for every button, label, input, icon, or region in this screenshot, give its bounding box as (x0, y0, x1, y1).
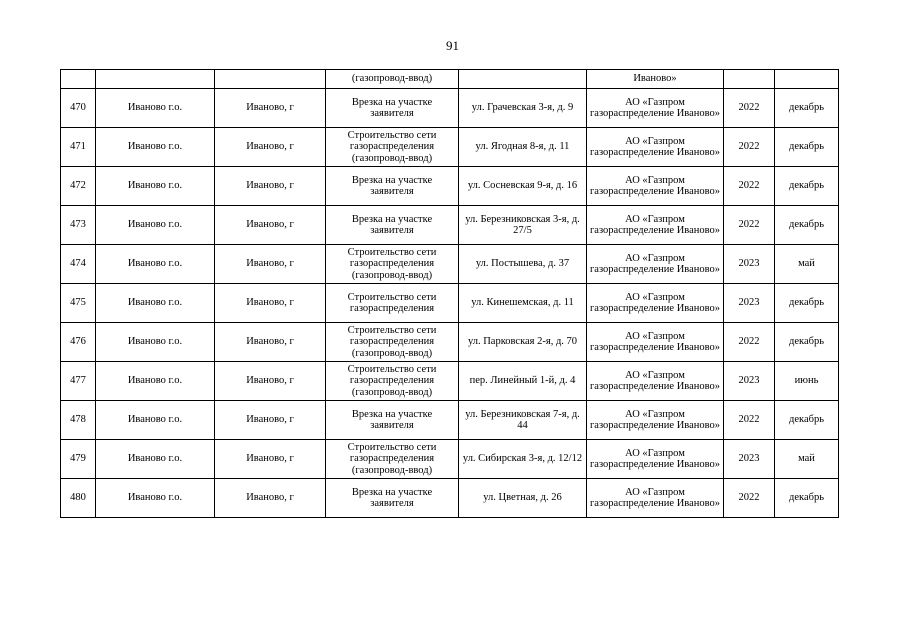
address-cell: ул. Сибирская 3-я, д. 12/12 (459, 440, 587, 479)
address-cell (459, 70, 587, 89)
table-row (61, 479, 839, 518)
settlement-cell: Иваново, г (215, 89, 326, 128)
row-number-cell: 470 (61, 89, 96, 128)
organization-cell: АО «Газпром газораспределение Иваново» (587, 401, 724, 440)
row-number-cell (61, 70, 96, 89)
row-number-cell: 471 (61, 128, 96, 167)
work-type-cell: Строительство сети газораспределения (326, 284, 459, 323)
organization-cell: АО «Газпром газораспределение Иваново» (587, 284, 724, 323)
month-cell: май (775, 440, 839, 479)
municipality-cell: Иваново г.о. (96, 206, 215, 245)
year-cell: 2022 (724, 479, 775, 518)
work-type-cell: Врезка на участке заявителя (326, 401, 459, 440)
municipality-cell: Иваново г.о. (96, 128, 215, 167)
year-cell: 2022 (724, 206, 775, 245)
page-number: 91 (446, 38, 459, 53)
address-cell: ул. Цветная, д. 26 (459, 479, 587, 518)
row-number-cell: 477 (61, 362, 96, 401)
table-row (61, 128, 839, 167)
row-number-cell: 476 (61, 323, 96, 362)
table-row-continuation (61, 70, 839, 89)
month-cell: декабрь (775, 89, 839, 128)
year-cell: 2022 (724, 167, 775, 206)
row-number-cell: 473 (61, 206, 96, 245)
work-type-cell: (газопровод-ввод) (326, 70, 459, 89)
address-cell: ул. Сосневская 9-я, д. 16 (459, 167, 587, 206)
month-cell: июнь (775, 362, 839, 401)
organization-cell: АО «Газпром газораспределение Иваново» (587, 245, 724, 284)
settlement-cell: Иваново, г (215, 401, 326, 440)
settlement-cell: Иваново, г (215, 362, 326, 401)
table-row (61, 206, 839, 245)
month-cell: декабрь (775, 479, 839, 518)
municipality-cell: Иваново г.о. (96, 362, 215, 401)
month-cell: декабрь (775, 128, 839, 167)
month-cell: декабрь (775, 323, 839, 362)
organization-cell: АО «Газпром газораспределение Иваново» (587, 362, 724, 401)
address-cell: ул. Грачевская 3-я, д. 9 (459, 89, 587, 128)
work-type-cell: Строительство сети газораспределения (газопровод-ввод) (326, 245, 459, 284)
month-cell: декабрь (775, 167, 839, 206)
organization-cell: АО «Газпром газораспределение Иваново» (587, 167, 724, 206)
settlement-cell: Иваново, г (215, 440, 326, 479)
organization-cell: Иваново» (587, 70, 724, 89)
address-cell: ул. Березниковская 7-я, д. 44 (459, 401, 587, 440)
table-row (61, 89, 839, 128)
address-cell: пер. Линейный 1-й, д. 4 (459, 362, 587, 401)
year-cell: 2023 (724, 440, 775, 479)
month-cell: декабрь (775, 284, 839, 323)
organization-cell: АО «Газпром газораспределение Иваново» (587, 479, 724, 518)
municipality-cell (96, 70, 215, 89)
municipality-cell: Иваново г.о. (96, 323, 215, 362)
work-type-cell: Строительство сети газораспределения (газопровод-ввод) (326, 323, 459, 362)
row-number-cell: 478 (61, 401, 96, 440)
work-type-cell: Врезка на участке заявителя (326, 479, 459, 518)
year-cell: 2022 (724, 89, 775, 128)
municipality-cell: Иваново г.о. (96, 401, 215, 440)
year-cell (724, 70, 775, 89)
organization-cell: АО «Газпром газораспределение Иваново» (587, 323, 724, 362)
row-number-cell: 479 (61, 440, 96, 479)
address-cell: ул. Кинешемская, д. 11 (459, 284, 587, 323)
address-cell: ул. Березниковская 3-я, д. 27/5 (459, 206, 587, 245)
settlement-cell: Иваново, г (215, 479, 326, 518)
year-cell: 2022 (724, 323, 775, 362)
municipality-cell: Иваново г.о. (96, 167, 215, 206)
row-number-cell: 474 (61, 245, 96, 284)
table-row (61, 440, 839, 479)
year-cell: 2022 (724, 401, 775, 440)
address-cell: ул. Парковская 2-я, д. 70 (459, 323, 587, 362)
organization-cell: АО «Газпром газораспределение Иваново» (587, 128, 724, 167)
municipality-cell: Иваново г.о. (96, 245, 215, 284)
municipality-cell: Иваново г.о. (96, 89, 215, 128)
organization-cell: АО «Газпром газораспределение Иваново» (587, 89, 724, 128)
settlement-cell: Иваново, г (215, 167, 326, 206)
row-number-cell: 472 (61, 167, 96, 206)
table-row (61, 323, 839, 362)
organization-cell: АО «Газпром газораспределение Иваново» (587, 206, 724, 245)
table-row (61, 284, 839, 323)
month-cell: декабрь (775, 206, 839, 245)
row-number-cell: 480 (61, 479, 96, 518)
settlement-cell: Иваново, г (215, 245, 326, 284)
settlement-cell (215, 70, 326, 89)
work-type-cell: Строительство сети газораспределения (газопровод-ввод) (326, 440, 459, 479)
month-cell: май (775, 245, 839, 284)
month-cell: декабрь (775, 401, 839, 440)
work-type-cell: Строительство сети газораспределения (газопровод-ввод) (326, 128, 459, 167)
gasification-table (60, 69, 839, 518)
settlement-cell: Иваново, г (215, 323, 326, 362)
address-cell: ул. Ягодная 8-я, д. 11 (459, 128, 587, 167)
table-row (61, 245, 839, 284)
municipality-cell: Иваново г.о. (96, 440, 215, 479)
table-row (61, 167, 839, 206)
address-cell: ул. Постышева, д. 37 (459, 245, 587, 284)
year-cell: 2023 (724, 362, 775, 401)
year-cell: 2023 (724, 284, 775, 323)
municipality-cell: Иваново г.о. (96, 284, 215, 323)
settlement-cell: Иваново, г (215, 284, 326, 323)
table-row (61, 362, 839, 401)
organization-cell: АО «Газпром газораспределение Иваново» (587, 440, 724, 479)
work-type-cell: Врезка на участке заявителя (326, 167, 459, 206)
work-type-cell: Врезка на участке заявителя (326, 89, 459, 128)
settlement-cell: Иваново, г (215, 206, 326, 245)
work-type-cell: Строительство сети газораспределения (газопровод-ввод) (326, 362, 459, 401)
month-cell (775, 70, 839, 89)
table-row (61, 401, 839, 440)
settlement-cell: Иваново, г (215, 128, 326, 167)
year-cell: 2022 (724, 128, 775, 167)
work-type-cell: Врезка на участке заявителя (326, 206, 459, 245)
municipality-cell: Иваново г.о. (96, 479, 215, 518)
year-cell: 2023 (724, 245, 775, 284)
row-number-cell: 475 (61, 284, 96, 323)
